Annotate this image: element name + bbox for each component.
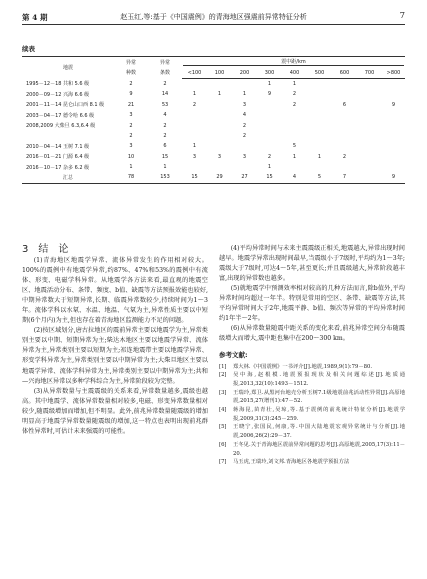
cell-distance-count (182, 162, 207, 172)
cell-anomaly-types: 2 (129, 80, 133, 87)
cell-distance-count: 15 (182, 172, 207, 183)
section-title: 3 结 论 (22, 244, 69, 255)
cell-anomaly-count: 2 (163, 80, 167, 87)
cell-distance-count: 6 (342, 101, 347, 108)
cell-distance-count (357, 78, 382, 89)
cell-distance-count (207, 78, 232, 89)
cell-distance-count: 3 (192, 153, 197, 160)
header-rule (22, 24, 405, 25)
cell-location: 2016－10－17 杂多 6.2 级 (26, 164, 90, 171)
cell-distance-count: 2 (242, 132, 247, 139)
cell-anomaly-types: 78 (114, 172, 148, 183)
header-anomaly-types: 异常 种数 (114, 57, 148, 79)
table-continued-label: 续表 (22, 45, 35, 53)
cell-distance-count: 1 (317, 153, 322, 160)
cell-distance-count: 2 (267, 153, 272, 160)
cell-distance-count (382, 162, 405, 172)
cell-distance-count: 27 (232, 172, 257, 183)
header-distance-bin: 200 (232, 67, 257, 78)
cell-distance-count (357, 100, 382, 110)
cell-distance-count: 1 (192, 91, 197, 98)
cell-distance-count (382, 152, 405, 162)
issue-number: 第 4 期 (22, 13, 48, 22)
cell-anomaly-types: 21 (127, 101, 135, 108)
cell-location: 2016－01－21 门源 6.4 级 (26, 154, 90, 161)
cell-distance-count (207, 141, 232, 151)
cell-location (22, 131, 114, 141)
cell-distance-count (282, 120, 307, 130)
reference-number: [5] (219, 424, 227, 431)
cell-distance-count (307, 120, 332, 130)
cell-distance-count (207, 100, 232, 110)
cell-distance-count: 4 (242, 112, 247, 119)
cell-distance-count: 1 (242, 91, 247, 98)
cell-distance-count: 7 (332, 172, 357, 183)
cell-distance-count (332, 78, 357, 89)
reference-number: [1] (219, 363, 227, 370)
left-column (22, 256, 208, 437)
cell-anomaly-types: 3 (129, 112, 133, 119)
cell-distance-count (382, 141, 405, 151)
right-column (219, 244, 405, 467)
cell-distance-count (232, 78, 257, 89)
cell-distance-count (282, 110, 307, 120)
earthquake-anomaly-table (22, 56, 405, 184)
table-row (22, 162, 405, 172)
table-row (22, 78, 405, 89)
reference-text: 王冬见.关于青海地区震前异常问题的思考[J].高原地震,2005,17(3):11－20. (233, 441, 405, 457)
cell-distance-count: 2 (342, 153, 347, 160)
page-number: 7 (399, 11, 405, 21)
table-row (22, 172, 405, 183)
cell-distance-count (207, 131, 232, 141)
cell-distance-count (207, 120, 232, 130)
reference-item (219, 441, 405, 458)
table-row (22, 89, 405, 99)
header-distance-bin: 300 (257, 67, 282, 78)
cell-distance-count (307, 100, 332, 110)
table-row (22, 120, 405, 130)
cell-distance-count (207, 110, 232, 120)
cell-distance-count: 9 (382, 172, 405, 183)
cell-anomaly-count: 2 (163, 122, 167, 129)
cell-distance-count: 2 (292, 101, 297, 108)
cell-distance-count: 2 (292, 91, 297, 98)
cell-anomaly-count: 4 (163, 112, 167, 119)
cell-distance-count (332, 120, 357, 130)
cell-location: 汇总 (22, 172, 114, 183)
cell-distance-count (382, 120, 405, 130)
cell-distance-count (357, 162, 382, 172)
reference-text: 马玉虎,王瑞玲,刘文邦.青海地区各地震学预报方法 (233, 459, 350, 466)
cell-distance-count (357, 110, 382, 120)
cell-distance-count (307, 131, 332, 141)
running-title: 赵玉红,等:基于《中国震例》的青海地区强震前异常特征分析 (120, 13, 307, 21)
cell-anomaly-count: 153 (148, 172, 182, 183)
cell-distance-count (332, 141, 357, 151)
cell-distance-count: 1 (267, 80, 272, 87)
cell-distance-count (382, 131, 405, 141)
cell-distance-count: 1 (267, 164, 272, 171)
cell-distance-count (282, 131, 307, 141)
running-header (22, 12, 405, 24)
header-distance-bin: >800 (382, 67, 405, 78)
cell-location: 2000－09－12 兴海 6.6 级 (26, 91, 90, 98)
reference-number: [6] (219, 441, 227, 448)
cell-anomaly-types: 2 (129, 122, 133, 129)
reference-number: [3] (219, 389, 227, 396)
conclusion-paragraph: (4)平均异常时间与未来主震震级正相关,地震越大,异常出现时间越早。地震学异常出现时间最早,当震级小于7级时,平均约为1～3年;震级大于7级时,可达4～5年,甚至更长;并且震级越大,异常阶段越丰富,出现的异常数也越多。 (219, 245, 405, 283)
cell-distance-count (307, 110, 332, 120)
cell-distance-count (332, 89, 357, 99)
reference-item (219, 389, 405, 406)
cell-distance-count (282, 162, 307, 172)
cell-anomaly-count: 53 (161, 101, 169, 108)
cell-distance-count: 1 (217, 91, 222, 98)
reference-item (219, 406, 405, 423)
reference-text: 王瑞玲,郑卫.从黑河台地壳分析玉树7.1级地震前兆活动性异常[J].高原地震,2015,27(增刊1):47－52. (233, 389, 405, 405)
table-row (22, 100, 405, 110)
cell-anomaly-types: 10 (127, 153, 135, 160)
cell-distance-count: 5 (292, 143, 297, 150)
cell-anomaly-count: 14 (161, 91, 169, 98)
cell-distance-count (307, 141, 332, 151)
cell-distance-count (332, 131, 357, 141)
cell-distance-count (257, 100, 282, 110)
cell-distance-count (357, 120, 382, 130)
header-distance-bin: 500 (307, 67, 332, 78)
reference-text: 吴中海,赵根模.地震预报现状及相关问题综述[J].地质通报,2013,32(10):1493－1512. (233, 372, 405, 387)
cell-distance-count: 1 (292, 153, 297, 160)
cell-distance-count (382, 89, 405, 99)
cell-distance-count (257, 141, 282, 151)
cell-distance-count (307, 162, 332, 172)
cell-distance-count (357, 172, 382, 183)
reference-number: [2] (219, 372, 227, 379)
cell-distance-count: 9 (391, 101, 396, 108)
cell-anomaly-types: 3 (129, 143, 133, 150)
cell-location: 2001－11－14 昆仑山口西 8.1 级 (26, 102, 105, 109)
reference-item (219, 371, 405, 388)
cell-distance-count (382, 110, 405, 120)
cell-distance-count (357, 152, 382, 162)
cell-distance-count: 9 (267, 91, 272, 98)
cell-anomaly-count: 6 (163, 143, 167, 150)
cell-distance-count: 29 (207, 172, 232, 183)
cell-anomaly-count: 15 (161, 153, 169, 160)
reference-item (219, 363, 405, 372)
conclusion-paragraph: (3)从异常数量与主震震级的关系来看,异常数量越多,震级也越高。其中地震学、流体异常数量相对较多,电磁、形变异常数量相对较少,随震级增加而增加,但不明显。此外,前兆异常数量随震级的增加明显高于地震学异常数量随震级的增加,这一特点也表明出现前兆群体性异常时,可估计未来强震的可能性。 (22, 387, 208, 435)
reference-text: 蒋海昆,苗青壮,吴琼,等.基于震例的前兆统计特征分析[J].地震学报,2009,31(3):245－259. (233, 407, 405, 422)
header-distance-bin: 700 (357, 67, 382, 78)
cell-location: 2003－04－17 德令哈 6.6 级 (26, 112, 95, 119)
cell-distance-count (357, 141, 382, 151)
cell-distance-count (182, 110, 207, 120)
cell-distance-count (182, 78, 207, 89)
cell-distance-count (232, 162, 257, 172)
header-distance-bin: 600 (332, 67, 357, 78)
cell-distance-count (357, 89, 382, 99)
header-location: 地震 (22, 57, 114, 79)
cell-distance-count (207, 162, 232, 172)
cell-anomaly-count: 1 (163, 164, 167, 171)
cell-distance-count (257, 131, 282, 141)
cell-anomaly-types: 1 (129, 164, 133, 171)
cell-distance-count: 2 (192, 101, 197, 108)
cell-distance-count (257, 110, 282, 120)
cell-anomaly-types: 2 (129, 132, 133, 139)
references-heading: 参考文献: (219, 351, 248, 360)
cell-distance-count: 3 (217, 153, 222, 160)
table-row (22, 141, 405, 151)
reference-number: [4] (219, 407, 227, 414)
cell-distance-count (232, 141, 257, 151)
cell-distance-count: 1 (292, 80, 297, 87)
header-anomaly-count: 异常 条数 (148, 57, 182, 79)
cell-location: 1995－12－18 共和 5.6 级 (26, 81, 90, 88)
conclusion-paragraph: (2)按区域划分,唐古拉地区的震前异常主要以地震学为主,异常类别主要以中期、短期异常为主;柴达木地区主要以地震学异常、流体异常为主,异常类别主要以短期为主;祁连地震带主要以地震学异常、形变学科异常为主,异常类别主要以中期异常为主;大柴旦地区主要以地震学异常、流体学科异常为主,异常类别主要以中期异常为主;共和—兴海地区异常以多种学科综合为主,异常阶段较为完整。 (22, 327, 208, 385)
conclusion-paragraph: (1)青海地区地震学异常、流体异常发生的作用相对较大。100%的震例中有地震学异常,约87%、47%和53%的震例中有流体、形变、电磁学科异常。从地震学各方法来看,最直观的地震空区、地震活动分布、条带、频度、b值、缺震等方法预报效能也较好,中期异常数大于短期异常,长期、临震异常数较少,持续时间为1～3年。流体学科以水氡、水温、地温、气氡为主,异常性质主要以中短期(6个月内)为主,但也存在着青海地区监测能力不足的问题。 (22, 257, 208, 325)
cell-distance-count (257, 120, 282, 130)
cell-location: 2010－04－14 玉树 7.1 级 (26, 143, 90, 150)
cell-distance-count: 3 (242, 101, 247, 108)
header-distance-group: 震中距/km (183, 58, 404, 66)
table-row (22, 110, 405, 120)
reference-item (219, 423, 405, 440)
conclusion-paragraph: (6)从异常数量随震中距关系的变化来看,前兆异常空间分布随震级增大而增大,震中距也集中在200～300 km。 (219, 325, 405, 343)
reference-item (219, 458, 405, 467)
cell-distance-count (307, 89, 332, 99)
cell-distance-count (332, 162, 357, 172)
cell-anomaly-count: 2 (163, 132, 167, 139)
cell-distance-count (182, 131, 207, 141)
table-row (22, 152, 405, 162)
table-row (22, 131, 405, 141)
cell-distance-count (307, 78, 332, 89)
conclusion-paragraph: (5)就地震学中预测效率相对较高的几种方法而言,除b值外,平均异常时间均超过一年半。特别是常用的空区、条带、缺震等方法,其平均异常时间大于2年,地震平静、b值、频次等异常的平均异常时间约1年半～2年。 (219, 285, 405, 323)
cell-distance-count: 3 (242, 153, 247, 160)
cell-distance-count (357, 131, 382, 141)
reference-text: 郑大林.《中国震例》一书评介[J].地震,1989,9(1):79－80. (233, 363, 373, 370)
cell-distance-count: 15 (257, 172, 282, 183)
reference-number: [7] (219, 459, 227, 466)
references-list (219, 363, 405, 467)
cell-distance-count (182, 120, 207, 130)
header-distance-bin: 100 (207, 67, 232, 78)
cell-distance-count: 5 (307, 172, 332, 183)
cell-location: 2008,2009 大柴旦 6.3,6.4 级 (26, 123, 96, 130)
cell-distance-count (332, 110, 357, 120)
reference-text: 王晓宁,张国民,何康,等.中国大陆地震宏观异常统计与分析[J].地震,2006,26(2):29－37. (233, 424, 405, 440)
cell-distance-count: 4 (282, 172, 307, 183)
cell-anomaly-types: 9 (129, 91, 133, 98)
header-distance-bin: 400 (282, 67, 307, 78)
cell-distance-count: 2 (242, 122, 247, 129)
cell-distance-count: 1 (192, 143, 197, 150)
cell-distance-count (382, 78, 405, 89)
header-distance-bin: <100 (182, 67, 207, 78)
